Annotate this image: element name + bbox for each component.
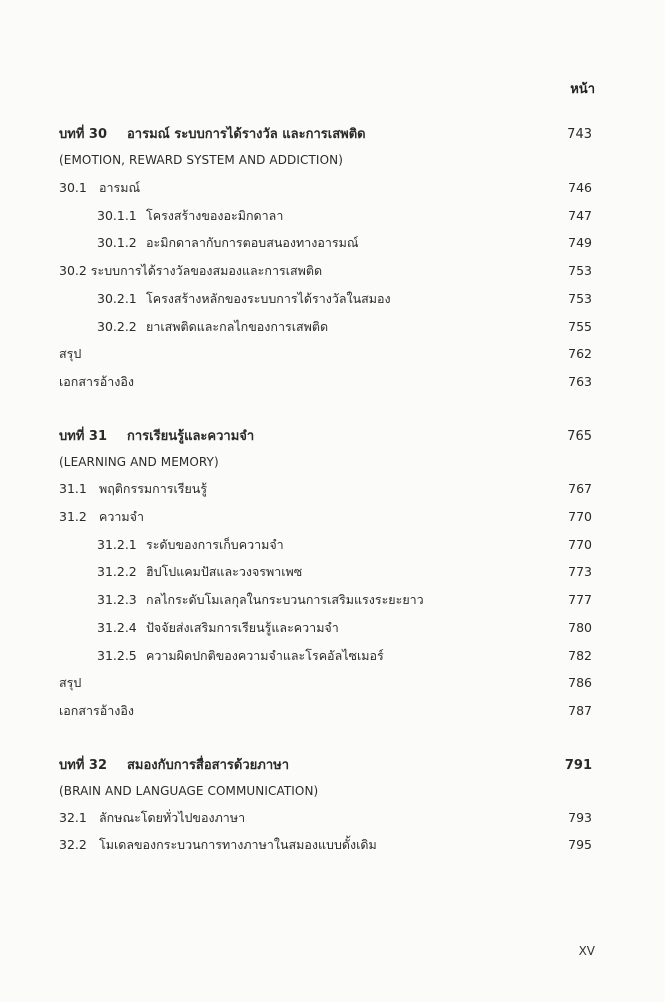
entry-page: 762 bbox=[568, 346, 592, 361]
toc-entry[interactable] bbox=[0, 206, 665, 226]
entry-page: 753 bbox=[568, 263, 592, 278]
entry-page: 746 bbox=[568, 180, 592, 195]
entry-title: 30.2 ระบบการได้รางวัลของสมองและการเสพติด bbox=[59, 263, 323, 278]
entry-page: 773 bbox=[568, 564, 592, 579]
entry-number: 30.1.1 bbox=[97, 208, 137, 223]
entry-page: 770 bbox=[568, 537, 592, 552]
entry-title: สรุป bbox=[59, 346, 82, 361]
toc-entry[interactable] bbox=[0, 535, 665, 555]
entry-number: 32.1 bbox=[59, 810, 87, 825]
chapter-page: 791 bbox=[564, 758, 592, 773]
entry-title: โครงสร้างหลักของระบบการได้รางวัลในสมอง bbox=[146, 291, 391, 306]
toc-entry[interactable] bbox=[0, 673, 665, 693]
chapter-label: บทที่ 30 bbox=[59, 127, 108, 142]
entry-number: 31.2.5 bbox=[97, 648, 137, 663]
entry-page: 755 bbox=[568, 319, 592, 334]
entry-title: พฤติกรรมการเรียนรู้ bbox=[99, 481, 208, 496]
entry-title: อารมณ์ bbox=[99, 180, 141, 195]
entry-number: 30.1 bbox=[59, 180, 87, 195]
entry-page: 777 bbox=[568, 592, 592, 607]
entry-number: 31.2.2 bbox=[97, 564, 137, 579]
entry-number: 31.2.1 bbox=[97, 537, 137, 552]
entry-title: ความจำ bbox=[99, 509, 144, 524]
toc-entry[interactable] bbox=[0, 317, 665, 337]
chapter-30-english bbox=[0, 150, 665, 170]
chapter-english-title: (LEARNING AND MEMORY) bbox=[59, 455, 219, 469]
entry-title: เอกสารอ้างอิง bbox=[59, 703, 134, 718]
entry-page: 782 bbox=[568, 648, 592, 663]
toc-entry[interactable] bbox=[0, 835, 665, 855]
chapter-page: 743 bbox=[567, 127, 592, 142]
toc-entry[interactable] bbox=[0, 479, 665, 499]
entry-title: โครงสร้างของอะมิกดาลา bbox=[146, 208, 284, 223]
entry-page: 786 bbox=[568, 675, 592, 690]
entry-title: โมเดลของกระบวนการทางภาษาในสมองแบบดั้งเดิม bbox=[99, 837, 377, 852]
entry-number: 31.1 bbox=[59, 481, 87, 496]
entry-page: 793 bbox=[568, 810, 592, 825]
toc-entry[interactable] bbox=[0, 178, 665, 198]
toc-entry[interactable] bbox=[0, 646, 665, 666]
entry-title: ความผิดปกติของความจำและโรคอัลไซเมอร์ bbox=[146, 648, 384, 663]
entry-number: 31.2 bbox=[59, 509, 87, 524]
entry-title: ยาเสพติดและกลไกของการเสพติด bbox=[146, 319, 329, 334]
chapter-page: 765 bbox=[567, 429, 592, 444]
entry-number: 30.2.2 bbox=[97, 319, 137, 334]
entry-title: สรุป bbox=[59, 675, 82, 690]
chapter-31-heading[interactable] bbox=[0, 427, 665, 447]
toc-entry[interactable] bbox=[0, 507, 665, 527]
toc-entry[interactable] bbox=[0, 233, 665, 253]
entry-title: เอกสารอ้างอิง bbox=[59, 374, 134, 389]
entry-title: ฮิปโปแคมปัสและวงจรพาเพซ bbox=[146, 564, 303, 579]
entry-title: ระดับของการเก็บความจำ bbox=[146, 537, 284, 552]
entry-page: 780 bbox=[568, 620, 592, 635]
toc-entry[interactable] bbox=[0, 562, 665, 582]
chapter-31-english bbox=[0, 452, 665, 472]
chapter-label: บทที่ 32 bbox=[59, 758, 108, 773]
toc-entry[interactable] bbox=[0, 289, 665, 309]
entry-number: 31.2.4 bbox=[97, 620, 137, 635]
chapter-30-heading[interactable] bbox=[0, 125, 665, 145]
entry-number: 30.2.1 bbox=[97, 291, 137, 306]
entry-page: 747 bbox=[568, 208, 592, 223]
toc-entry[interactable] bbox=[0, 372, 665, 392]
chapter-title: สมองกับการสื่อสารด้วยภาษา bbox=[127, 758, 289, 773]
entry-title: ลักษณะโดยทั่วไปของภาษา bbox=[99, 810, 246, 825]
entry-number: 32.2 bbox=[59, 837, 87, 852]
entry-page: 749 bbox=[568, 235, 592, 250]
chapter-32-english bbox=[0, 781, 665, 801]
chapter-english-title: (EMOTION, REWARD SYSTEM AND ADDICTION) bbox=[59, 153, 343, 167]
entry-page: 753 bbox=[568, 291, 592, 306]
toc-entry[interactable] bbox=[0, 261, 665, 281]
page-column-header: หน้า bbox=[570, 82, 595, 97]
entry-title: ปัจจัยส่งเสริมการเรียนรู้และความจำ bbox=[146, 620, 339, 635]
entry-page: 770 bbox=[568, 509, 592, 524]
chapter-label: บทที่ 31 bbox=[59, 429, 108, 444]
toc-entry[interactable] bbox=[0, 590, 665, 610]
entry-page: 787 bbox=[568, 703, 592, 718]
entry-title: อะมิกดาลากับการตอบสนองทางอารมณ์ bbox=[146, 235, 359, 250]
entry-title: กลไกระดับโมเลกุลในกระบวนการเสริมแรงระยะยาว bbox=[146, 592, 424, 607]
page-number: XV bbox=[578, 944, 595, 958]
entry-number: 31.2.3 bbox=[97, 592, 137, 607]
toc-entry[interactable] bbox=[0, 808, 665, 828]
entry-number: 30.1.2 bbox=[97, 235, 137, 250]
chapter-english-title: (BRAIN AND LANGUAGE COMMUNICATION) bbox=[59, 784, 319, 798]
entry-page: 763 bbox=[568, 374, 592, 389]
toc-entry[interactable] bbox=[0, 618, 665, 638]
chapter-title: การเรียนรู้และความจำ bbox=[127, 429, 255, 444]
chapter-32-heading[interactable] bbox=[0, 756, 665, 776]
toc-entry[interactable] bbox=[0, 344, 665, 364]
chapter-title: อารมณ์ ระบบการได้รางวัล และการเสพติด bbox=[127, 127, 366, 142]
entry-page: 767 bbox=[568, 481, 592, 496]
toc-entry[interactable] bbox=[0, 701, 665, 721]
entry-page: 795 bbox=[568, 837, 592, 852]
